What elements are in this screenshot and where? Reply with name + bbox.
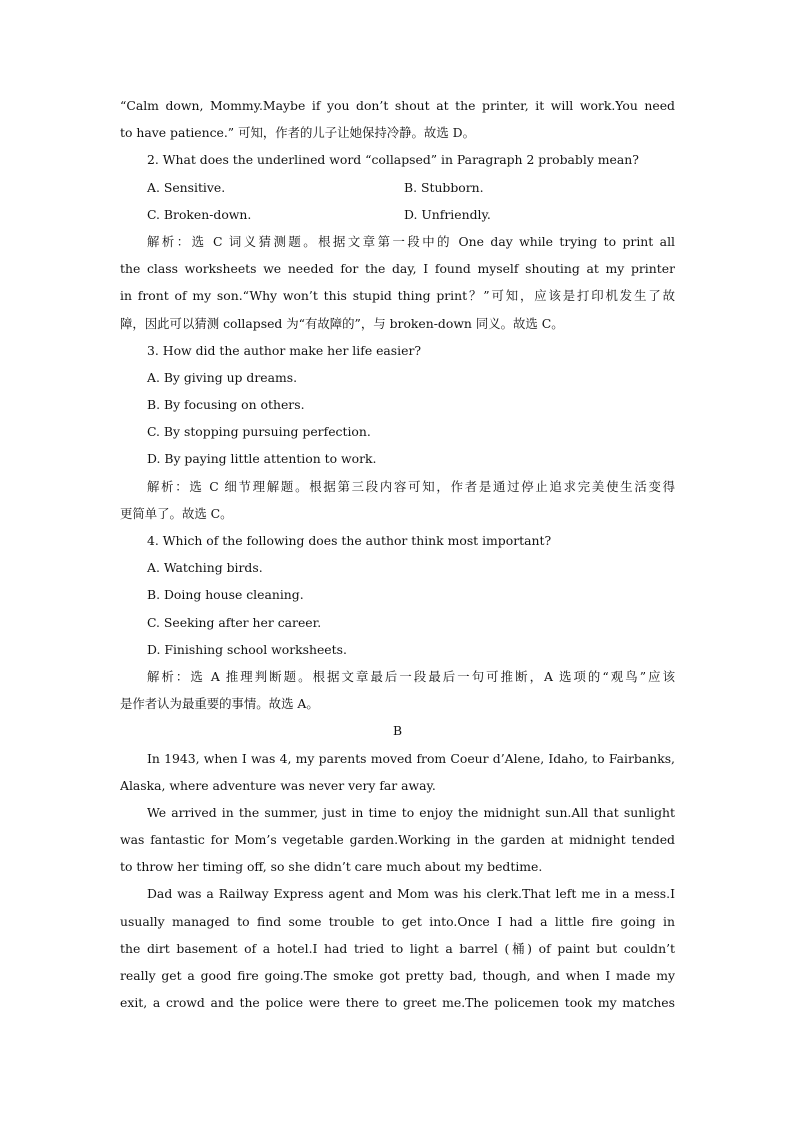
text-line: in front of my son.“Why won’t this stupid thing print？”可知，应该是打印机发生了故 — [120, 288, 675, 304]
text-line: “Calm down, Mommy.Maybe if you don’t shout at the printer, it will work.You need — [120, 98, 675, 113]
text-line: We arrived in the summer, just in time to enjoy the midnight sun.All that sunlight — [147, 804, 675, 820]
option-b: B. Doing house cleaning. — [147, 587, 304, 603]
question-stem: 4. Which of the following does the author think most important? — [147, 533, 552, 548]
text-line: the class worksheets we needed for the day, I found myself shouting at my printer — [120, 261, 675, 277]
option-c: C. By stopping pursuing perfection. — [147, 424, 371, 440]
text-line: 解析：选 C 细节理解题。根据第三段内容可知，作者是通过停止追求完美使生活变得 — [147, 478, 675, 494]
passage-b — [120, 717, 675, 1016]
text-line: really get a good fire going.The smoke got pretty bad, though, and when I made my — [120, 968, 675, 983]
text-line: In 1943, when I was 4, my parents moved from Coeur d’Alene, Idaho, to Fairbanks, — [147, 750, 675, 766]
option-row — [120, 174, 675, 201]
option-b: B. By focusing on others. — [147, 397, 305, 413]
text-line: to throw her timing off, so she didn’t care much about my bedtime. — [120, 859, 543, 875]
text-line: was fantastic for Mom’s vegetable garden.Working in the garden at midnight tended — [120, 832, 675, 848]
question-stem: 2. What does the underlined word “collapsed” in Paragraph 2 probably mean? — [147, 152, 639, 168]
option-d: D. Unfriendly. — [404, 206, 491, 222]
text-line: Alaska, where adventure was never very far away. — [120, 777, 436, 793]
text-line: exit, a crowd and the police were there to greet me.The policemen took my matches — [120, 995, 675, 1011]
paragraph — [120, 745, 675, 799]
option-a: A. By giving up dreams. — [147, 369, 298, 385]
explanation — [120, 228, 675, 337]
option-row — [120, 201, 675, 228]
option-a: A. Watching birds. — [147, 560, 263, 576]
option-d: D. Finishing school worksheets. — [147, 641, 347, 657]
text-line: 障，因此可以猜测 collapsed 为“有故障的”，与 broken-down 同义。故选 C。 — [120, 315, 564, 331]
option-d: D. By paying little attention to work. — [147, 451, 377, 467]
paragraph — [120, 880, 675, 1016]
question-2 — [120, 146, 675, 336]
question-4 — [120, 527, 675, 717]
text-line: 解析：选 A 推理判断题。根据文章最后一段最后一句可推断，A 选项的“观鸟”应该 — [147, 668, 675, 684]
explanation — [120, 473, 675, 527]
option-b: B. Stubborn. — [404, 179, 484, 195]
option-a: A. Sensitive. — [147, 179, 226, 195]
section-heading: B — [392, 723, 403, 739]
paragraph — [120, 799, 675, 881]
question-stem: 3. How did the author make her life easier? — [147, 342, 422, 358]
text-line: usually managed to find some trouble to get into.Once I had a little fire going in — [120, 913, 675, 929]
text-line: Dad was a Railway Express agent and Mom was his clerk.That left me in a mess.I — [147, 886, 675, 902]
question-3 — [120, 337, 675, 527]
explanation — [120, 663, 675, 717]
text-line: 更简单了。故选 C。 — [120, 505, 233, 521]
document-page — [120, 92, 675, 1016]
text-line: 解析：选 C 词义猜测题。根据文章第一段中的 One day while trying to print all — [147, 233, 675, 249]
text-line: the dirt basement of a hotel.I had tried to light a barrel (桶) of paint but couldn’t — [120, 940, 675, 956]
q1-explanation-tail — [120, 92, 675, 146]
text-line: 是作者认为最重要的事情。故选 A。 — [120, 696, 319, 712]
option-c: C. Seeking after her career. — [147, 614, 322, 630]
option-c: C. Broken-down. — [147, 206, 252, 222]
text-line: to have patience.” 可知，作者的儿子让她保持冷静。故选 D。 — [120, 125, 475, 141]
